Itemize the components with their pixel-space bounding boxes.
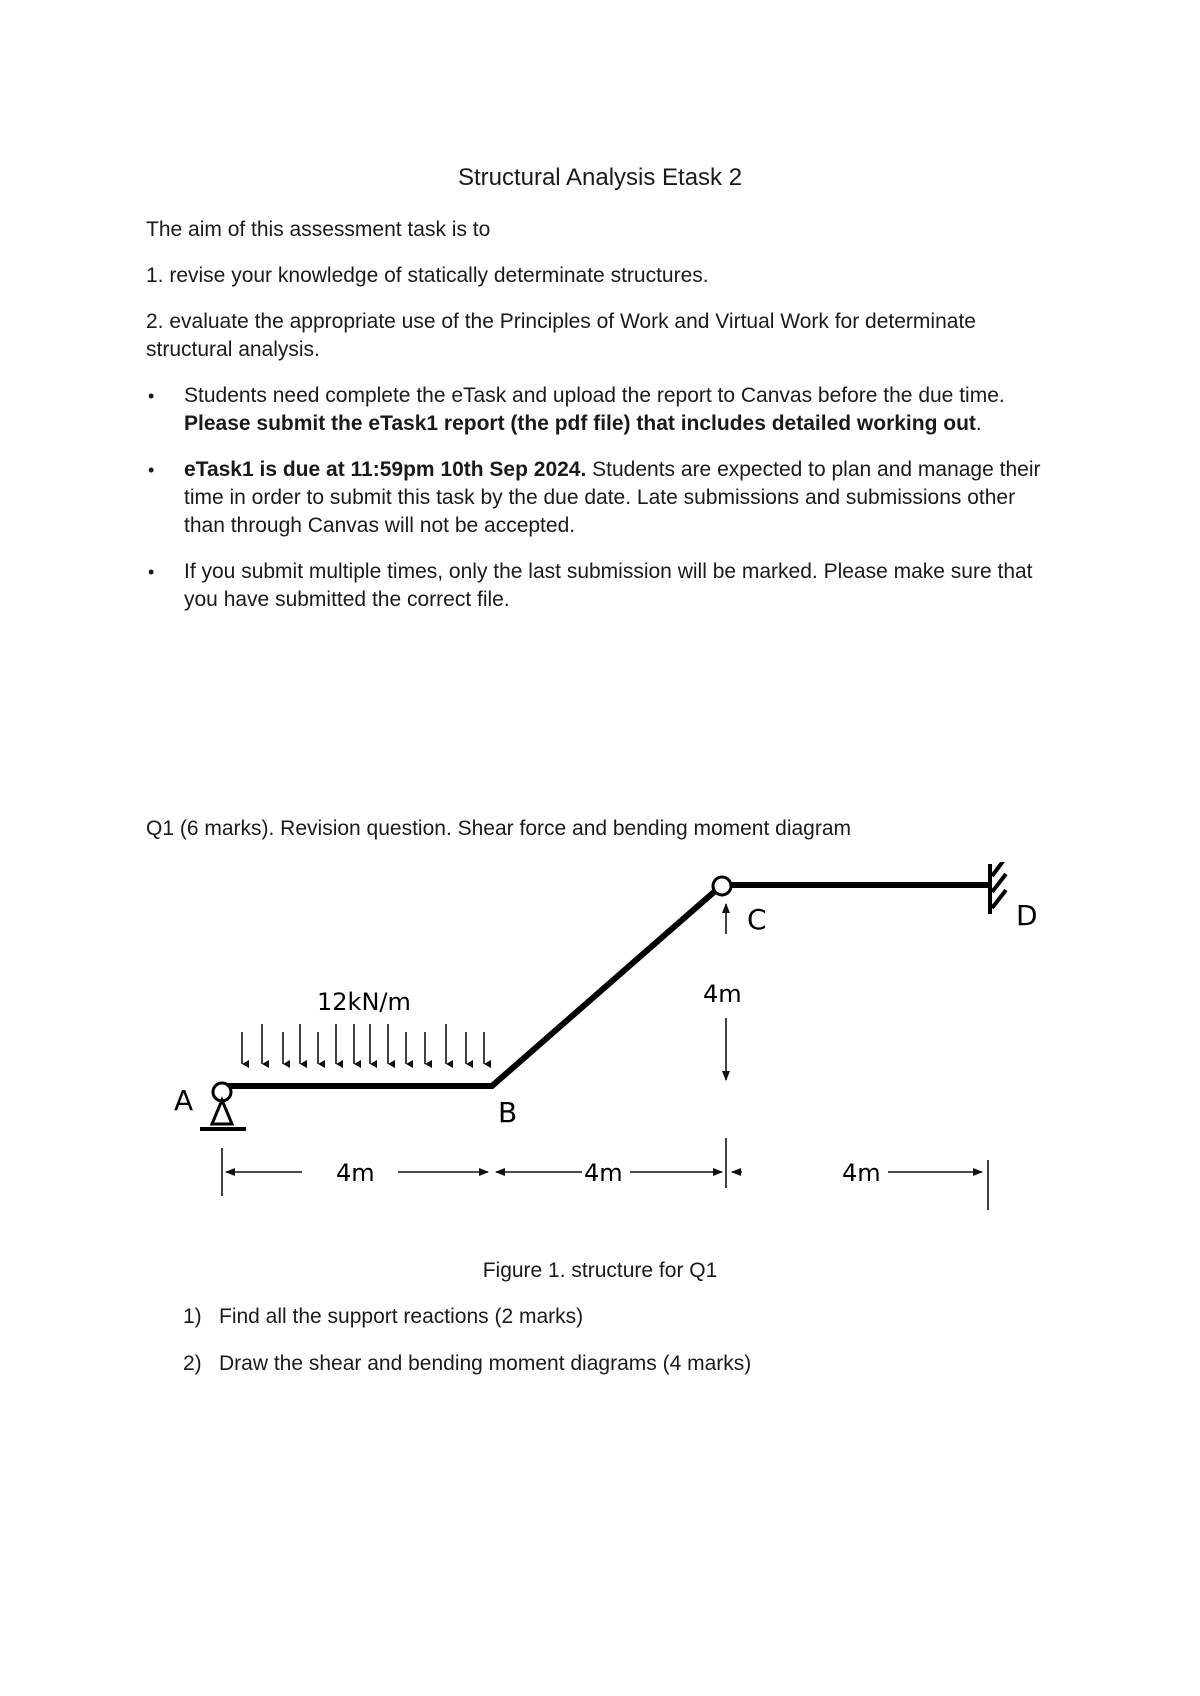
bullet-text-end: .: [975, 412, 982, 435]
bullet-item-multiple-submissions: [146, 558, 1046, 614]
aim-2: 2. evaluate the appropriate use of the Principles of Work and Virtual Work for determinate structural analysis.: [146, 310, 976, 361]
height-label: 4m: [703, 980, 742, 1008]
span-label-cd: 4m: [842, 1159, 881, 1187]
label-b: B: [498, 1096, 518, 1129]
bullet-icon: •: [148, 460, 155, 480]
frame-members: [222, 885, 988, 1086]
hinge-c: [713, 877, 731, 895]
structure-figure: [170, 862, 1050, 1222]
question-number: 2): [183, 1352, 202, 1375]
bullet-text: If you submit multiple times, only the last submission will be marked. Please make sure that you have submitted the correct file.: [184, 560, 1033, 611]
label-c: C: [747, 903, 767, 936]
bullet-bold-text: Please submit the eTask1 report (the pdf file) that includes detailed working out: [184, 412, 976, 435]
question-1: [183, 1303, 583, 1331]
document-title: Structural Analysis Etask 2: [457, 164, 743, 191]
q1-heading: Q1 (6 marks). Revision question. Shear force and bending moment diagram: [146, 817, 852, 840]
distributed-load: [242, 1024, 484, 1064]
pin-support-a: [200, 1083, 246, 1129]
bullet-icon: •: [148, 562, 155, 582]
figure-caption: Figure 1. structure for Q1: [482, 1259, 718, 1282]
question-number: 1): [183, 1305, 202, 1328]
bullet-item-submission: [146, 382, 1046, 438]
intro-paragraph: The aim of this assessment task is to: [146, 218, 491, 241]
fixed-support-d: [990, 862, 1006, 914]
question-2: [183, 1350, 751, 1378]
label-a: A: [174, 1084, 194, 1117]
bullet-item-due-date: [146, 456, 1046, 540]
aim-1: 1. revise your knowledge of statically determinate structures.: [146, 264, 709, 287]
question-text: Find all the support reactions (2 marks): [219, 1305, 584, 1328]
load-label: 12kN/m: [317, 988, 411, 1016]
requirements-list: [146, 382, 1046, 632]
bullet-text: Students need complete the eTask and upload the report to Canvas before the due time.: [184, 384, 1005, 407]
due-date-text: eTask1 is due at 11:59pm 10th Sep 2024.: [184, 458, 587, 481]
span-label-ab: 4m: [336, 1159, 375, 1187]
bullet-text: Students are expected to plan and manage their time in order to submit this task by the due date. Late submissions and submissions other than through Canvas will not be accepted.: [184, 458, 1041, 537]
bullet-icon: •: [148, 386, 155, 406]
span-label-bc: 4m: [584, 1159, 623, 1187]
question-text: Draw the shear and bending moment diagrams (4 marks): [219, 1352, 752, 1375]
label-d: D: [1016, 899, 1038, 932]
